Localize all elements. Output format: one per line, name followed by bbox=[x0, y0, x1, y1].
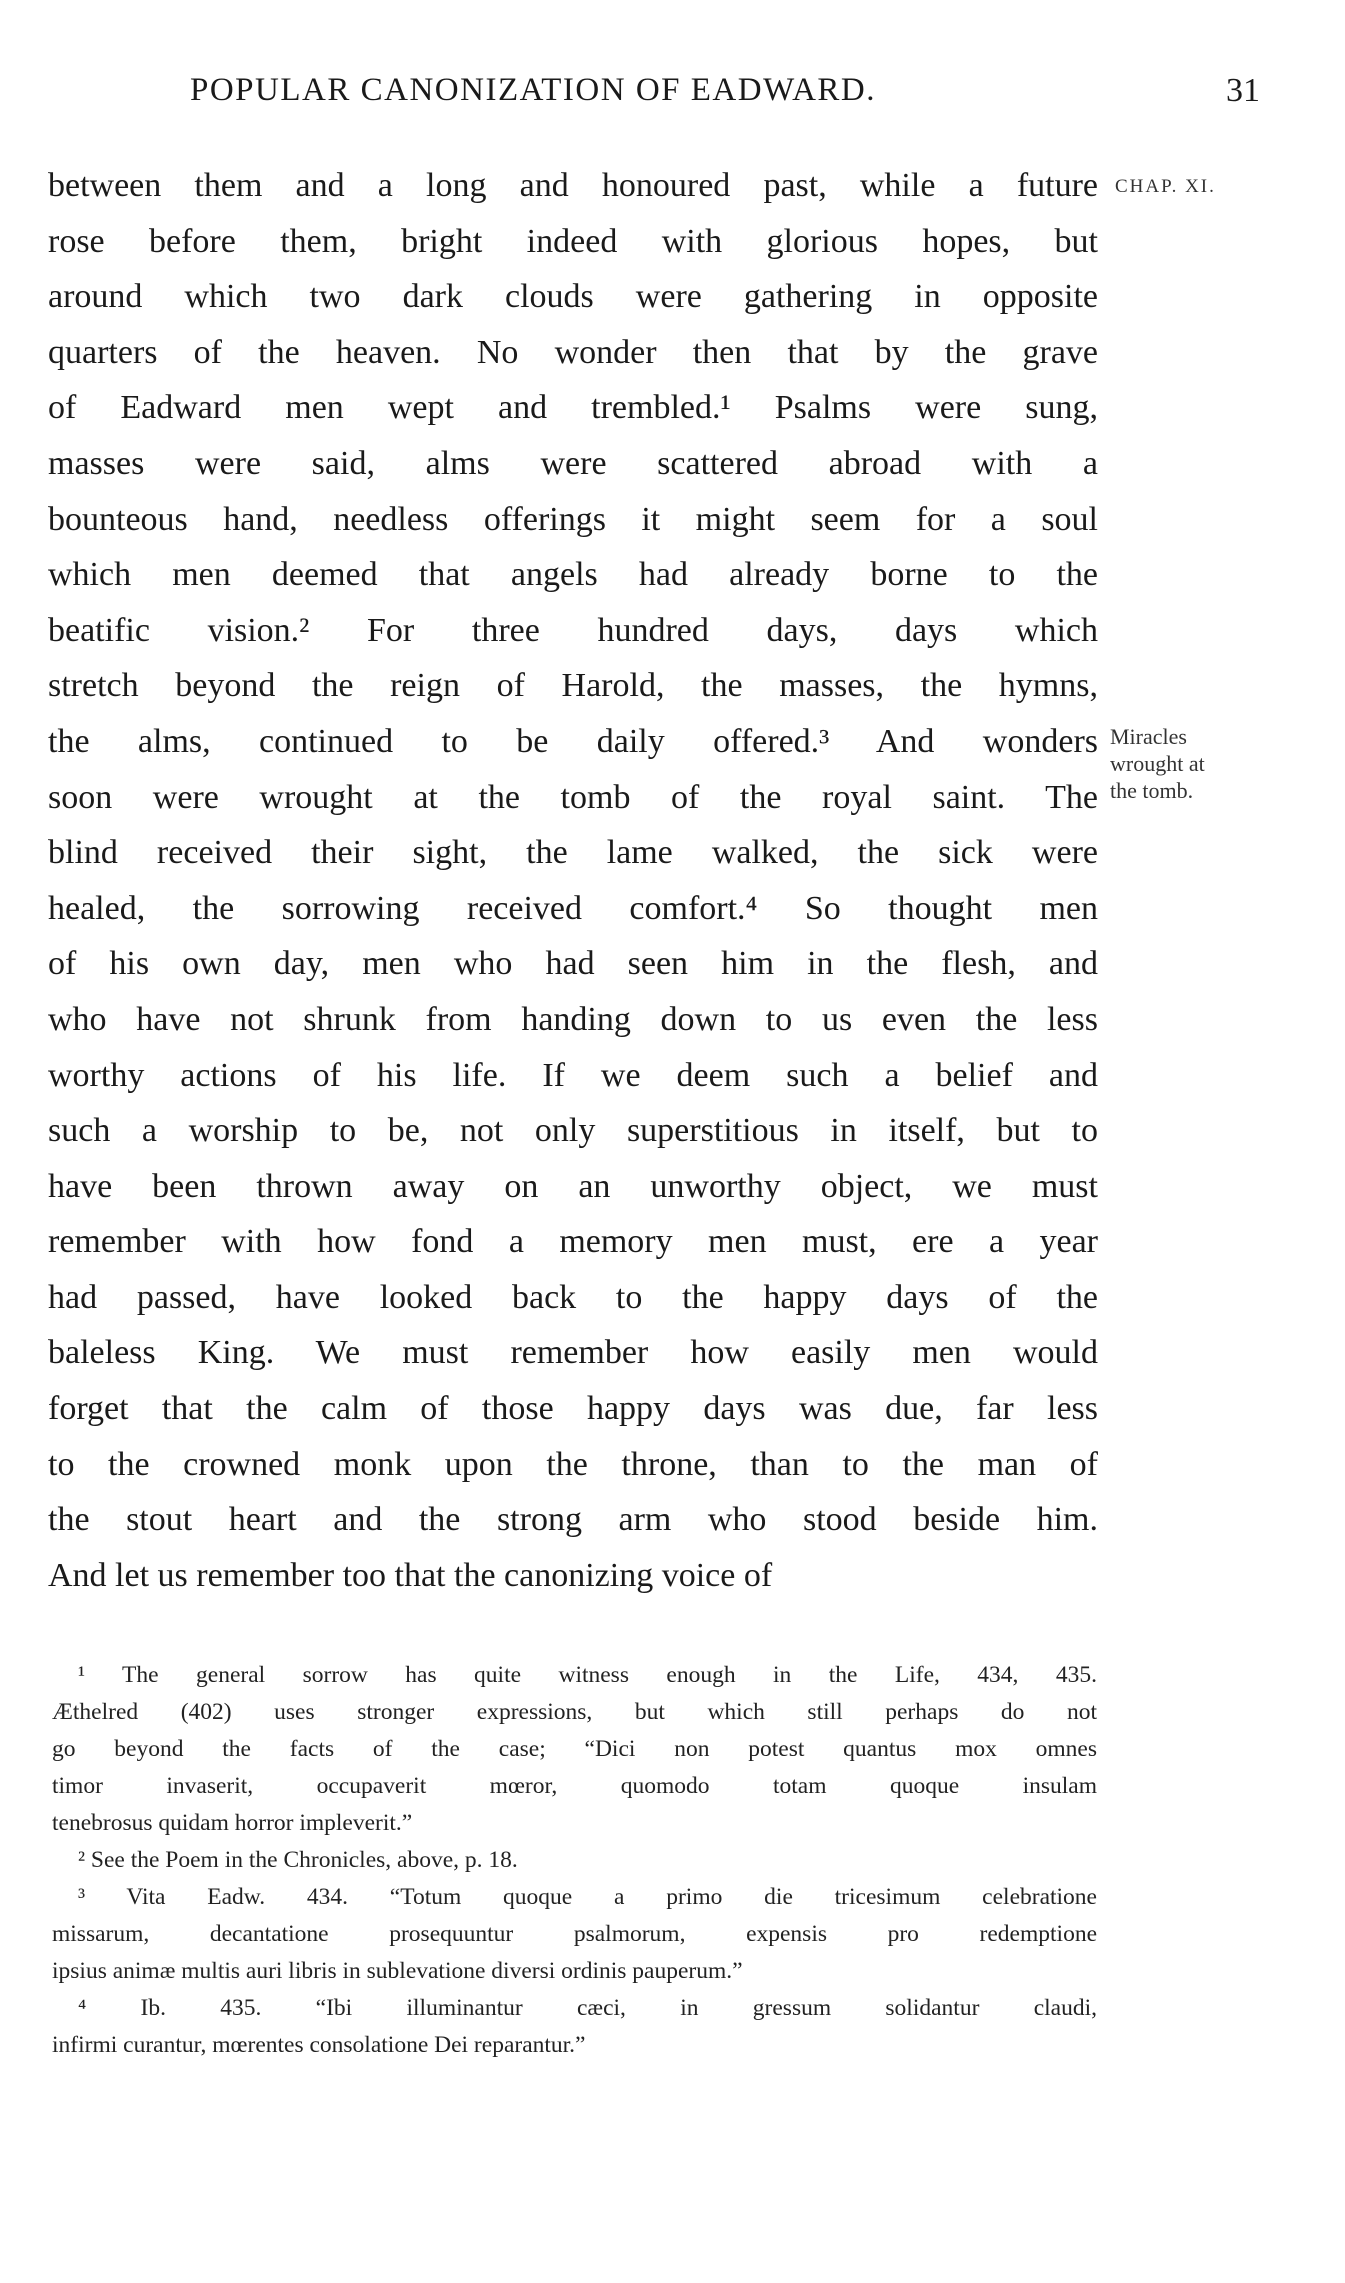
body-line: of Eadward men wept and trembled.¹ Psalms were sung, bbox=[48, 389, 1098, 427]
footnote-line: tenebrosus quidam horror impleverit.” bbox=[52, 1810, 413, 1836]
footnote-line: missarum, decantatione prosequuntur psalmorum, expensis pro redemptione bbox=[52, 1921, 1097, 1947]
footnote-line: ¹ The general sorrow has quite witness enough in the Life, 434, 435. bbox=[78, 1662, 1097, 1688]
body-text bbox=[48, 158, 1098, 1603]
page-header bbox=[190, 72, 1260, 122]
footnote-line: ² See the Poem in the Chronicles, above, p. 18. bbox=[78, 1847, 518, 1873]
body-line: the stout heart and the strong arm who stood beside him. bbox=[48, 1501, 1098, 1539]
body-line: rose before them, bright indeed with glorious hopes, but bbox=[48, 222, 1098, 260]
body-line: blind received their sight, the lame walked, the sick were bbox=[48, 834, 1098, 872]
footnote-line: infirmi curantur, mœrentes consolatione Dei reparantur.” bbox=[52, 2032, 586, 2058]
page-number: 31 bbox=[1226, 72, 1260, 109]
footnote-line: timor invaserit, occupaverit mœror, quomodo totam quoque insulam bbox=[52, 1773, 1097, 1799]
body-line: have been thrown away on an unworthy object, we must bbox=[48, 1167, 1098, 1205]
body-line: And let us remember too that the canonizing voice of bbox=[48, 1556, 773, 1594]
footnote-line: ipsius animæ multis auri libris in sublevatione diversi ordinis pauperum.” bbox=[52, 1958, 743, 1984]
body-line: stretch beyond the reign of Harold, the masses, the hymns, bbox=[48, 667, 1098, 705]
body-line: around which two dark clouds were gathering in opposite bbox=[48, 278, 1098, 316]
body-line: to the crowned monk upon the throne, than to the man of bbox=[48, 1445, 1098, 1483]
running-head: POPULAR CANONIZATION OF EADWARD. bbox=[190, 72, 877, 108]
footnote-line: ³ Vita Eadw. 434. “Totum quoque a primo die tricesimum celebratione bbox=[78, 1884, 1097, 1910]
side-note-miracles bbox=[1110, 723, 1340, 804]
body-line: healed, the sorrowing received comfort.⁴ So thought men bbox=[48, 889, 1098, 927]
body-line: which men deemed that angels had already borne to the bbox=[48, 556, 1098, 594]
side-note-line: wrought at bbox=[1110, 751, 1205, 776]
body-line: worthy actions of his life. If we deem such a belief and bbox=[48, 1056, 1098, 1094]
body-line: the alms, continued to be daily offered.³ And wonders bbox=[48, 722, 1098, 760]
body-line: masses were said, alms were scattered abroad with a bbox=[48, 444, 1098, 482]
side-note-line: the tomb. bbox=[1110, 778, 1194, 803]
body-line: quarters of the heaven. No wonder then that by the grave bbox=[48, 333, 1098, 371]
body-line: between them and a long and honoured past, while a future bbox=[48, 167, 1098, 204]
body-line: bounteous hand, needless offerings it might seem for a soul bbox=[48, 500, 1098, 538]
chapter-marginal-note: CHAP. XI. bbox=[1115, 176, 1216, 197]
body-line: who have not shrunk from handing down to us even the less bbox=[48, 1000, 1098, 1038]
footnote-line: ⁴ Ib. 435. “Ibi illuminantur cæci, in gressum solidantur claudi, bbox=[78, 1995, 1097, 2021]
body-line: forget that the calm of those happy days was due, far less bbox=[48, 1390, 1098, 1428]
body-line: beatific vision.² For three hundred days, days which bbox=[48, 611, 1098, 649]
side-note-line: Miracles bbox=[1110, 724, 1187, 749]
body-line: such a worship to be, not only superstitious in itself, but to bbox=[48, 1112, 1098, 1150]
footnote-line: go beyond the facts of the case; “Dici non potest quantus mox omnes bbox=[52, 1736, 1097, 1762]
body-line: had passed, have looked back to the happy days of the bbox=[48, 1278, 1098, 1316]
footnote-line: Æthelred (402) uses stronger expressions, but which still perhaps do not bbox=[52, 1699, 1097, 1725]
footnotes bbox=[52, 1657, 1097, 2064]
body-line: of his own day, men who had seen him in the flesh, and bbox=[48, 945, 1098, 983]
body-line: soon were wrought at the tomb of the royal saint. The bbox=[48, 778, 1098, 816]
body-line: remember with how fond a memory men must, ere a year bbox=[48, 1223, 1098, 1261]
body-line: baleless King. We must remember how easily men would bbox=[48, 1334, 1098, 1372]
